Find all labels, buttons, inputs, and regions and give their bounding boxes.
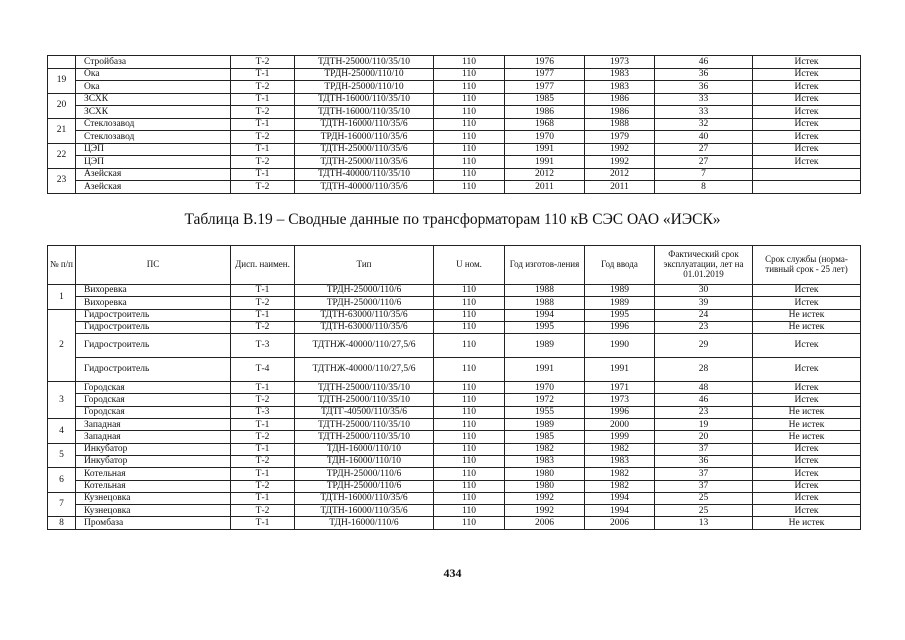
table-row [48, 81, 861, 94]
year-made-cell: 1972 [505, 394, 585, 406]
transformer-table-body [48, 285, 861, 530]
dispatch-cell: Т-1 [231, 285, 295, 297]
table-row [48, 334, 861, 358]
table-row [48, 156, 861, 169]
year-made-cell: 1970 [505, 131, 585, 144]
life-cell: Истек [753, 56, 861, 69]
substation-cell: Кузнецовка [76, 492, 231, 504]
header-dispatch-name: Дисп. наимен. [231, 246, 295, 285]
year-made-cell: 1988 [505, 285, 585, 297]
voltage-cell: 110 [434, 443, 505, 455]
voltage-cell: 110 [434, 517, 505, 529]
voltage-cell: 110 [434, 81, 505, 94]
dispatch-cell: Т-2 [231, 56, 295, 69]
voltage-cell: 110 [434, 394, 505, 406]
substation-cell: Гидростроитель [76, 309, 231, 321]
type-cell: ТДТН-25000/110/35/10 [295, 56, 434, 69]
year-in-cell: 1999 [585, 431, 655, 443]
table-row [48, 106, 861, 119]
year-in-cell: 1986 [585, 106, 655, 119]
voltage-cell: 110 [434, 419, 505, 431]
header-voltage: U ном. [434, 246, 505, 285]
year-in-cell: 1994 [585, 492, 655, 504]
header-substation: ПС [76, 246, 231, 285]
dispatch-cell: Т-3 [231, 334, 295, 358]
voltage-cell: 110 [434, 321, 505, 333]
year-in-cell: 1983 [585, 455, 655, 467]
type-cell: ТРДН-25000/110/6 [295, 297, 434, 309]
voltage-cell: 110 [434, 285, 505, 297]
year-in-cell: 1991 [585, 358, 655, 382]
table-caption: Таблица В.19 – Сводные данные по трансформаторам 110 кВ СЭС ОАО «ИЭСК» [184, 211, 721, 228]
substation-cell: Котельная [76, 468, 231, 480]
dispatch-cell: Т-2 [231, 156, 295, 169]
table-row [48, 480, 861, 492]
table-row [48, 382, 861, 394]
year-made-cell: 1980 [505, 468, 585, 480]
table-row [48, 406, 861, 418]
term-cell: 27 [655, 156, 753, 169]
substation-cell: Стеклозавод [76, 118, 231, 131]
dispatch-cell: Т-1 [231, 468, 295, 480]
year-made-cell: 1991 [505, 156, 585, 169]
substation-cell: Инкубатор [76, 443, 231, 455]
substation-cell: Городская [76, 394, 231, 406]
year-in-cell: 1989 [585, 297, 655, 309]
voltage-cell: 110 [434, 492, 505, 504]
term-cell: 40 [655, 131, 753, 144]
life-cell: Истек [753, 93, 861, 106]
term-cell: 33 [655, 93, 753, 106]
table-row [48, 468, 861, 480]
voltage-cell: 110 [434, 455, 505, 467]
page-number: 434 [443, 566, 462, 580]
number-cell: 6 [48, 468, 76, 493]
life-cell: Истек [753, 297, 861, 309]
term-cell: 48 [655, 382, 753, 394]
table-row [48, 358, 861, 382]
life-cell: Истек [753, 334, 861, 358]
type-cell: ТДТН-40000/110/35/10 [295, 168, 434, 181]
life-cell: Истек [753, 285, 861, 297]
year-made-cell: 1992 [505, 505, 585, 517]
term-cell: 20 [655, 431, 753, 443]
voltage-cell: 110 [434, 118, 505, 131]
voltage-cell: 110 [434, 505, 505, 517]
table-row [48, 505, 861, 517]
voltage-cell: 110 [434, 309, 505, 321]
table-row [48, 443, 861, 455]
dispatch-cell: Т-1 [231, 143, 295, 156]
substation-cell: Промбаза [76, 517, 231, 529]
term-cell: 27 [655, 143, 753, 156]
year-made-cell: 2011 [505, 181, 585, 194]
dispatch-cell: Т-1 [231, 93, 295, 106]
year-in-cell: 1986 [585, 93, 655, 106]
substation-cell: ЦЭП [76, 143, 231, 156]
voltage-cell: 110 [434, 297, 505, 309]
substation-cell: Ока [76, 68, 231, 81]
type-cell: ТДТГ-40500/110/35/6 [295, 406, 434, 418]
dispatch-cell: Т-1 [231, 419, 295, 431]
year-in-cell: 1992 [585, 156, 655, 169]
term-cell: 19 [655, 419, 753, 431]
dispatch-cell: Т-2 [231, 431, 295, 443]
voltage-cell: 110 [434, 181, 505, 194]
year-in-cell: 1996 [585, 406, 655, 418]
year-made-cell: 1985 [505, 431, 585, 443]
substation-cell: Гидростроитель [76, 358, 231, 382]
year-made-cell: 1992 [505, 492, 585, 504]
year-made-cell: 1991 [505, 358, 585, 382]
year-made-cell: 1989 [505, 419, 585, 431]
year-made-cell: 1991 [505, 143, 585, 156]
substation-cell: Стеклозавод [76, 131, 231, 144]
dispatch-cell: Т-2 [231, 480, 295, 492]
substation-cell: Западная [76, 431, 231, 443]
year-made-cell: 1955 [505, 406, 585, 418]
table-row [48, 431, 861, 443]
life-cell: Не истек [753, 419, 861, 431]
header-number: № п/п [48, 246, 76, 285]
number-cell: 8 [48, 517, 76, 529]
life-cell: Не истек [753, 309, 861, 321]
life-cell: Истек [753, 106, 861, 119]
type-cell: ТДТН-63000/110/35/6 [295, 309, 434, 321]
continued-table [47, 55, 861, 194]
term-cell: 37 [655, 468, 753, 480]
term-cell: 25 [655, 492, 753, 504]
number-cell: 20 [48, 93, 76, 118]
year-in-cell: 1996 [585, 321, 655, 333]
number-cell [48, 56, 76, 69]
life-cell: Истек [753, 382, 861, 394]
voltage-cell: 110 [434, 68, 505, 81]
life-cell: Истек [753, 394, 861, 406]
year-in-cell: 1982 [585, 480, 655, 492]
type-cell: ТДТНЖ-40000/110/27,5/6 [295, 334, 434, 358]
substation-cell: Городская [76, 382, 231, 394]
number-cell: 3 [48, 382, 76, 419]
life-cell: Истек [753, 480, 861, 492]
substation-cell: Инкубатор [76, 455, 231, 467]
type-cell: ТДТН-16000/110/35/6 [295, 505, 434, 517]
header-type: Тип [295, 246, 434, 285]
dispatch-cell: Т-2 [231, 455, 295, 467]
life-cell: Истек [753, 81, 861, 94]
life-cell: Истек [753, 505, 861, 517]
type-cell: ТДТН-25000/110/35/10 [295, 419, 434, 431]
term-cell: 39 [655, 297, 753, 309]
type-cell: ТДТН-25000/110/35/6 [295, 156, 434, 169]
substation-cell: ЦЭП [76, 156, 231, 169]
year-in-cell: 2011 [585, 181, 655, 194]
year-made-cell: 1977 [505, 81, 585, 94]
year-in-cell: 1973 [585, 56, 655, 69]
voltage-cell: 110 [434, 143, 505, 156]
voltage-cell: 110 [434, 468, 505, 480]
year-made-cell: 1982 [505, 443, 585, 455]
life-cell: Истек [753, 143, 861, 156]
dispatch-cell: Т-2 [231, 394, 295, 406]
dispatch-cell: Т-2 [231, 297, 295, 309]
term-cell: 25 [655, 505, 753, 517]
table-row [48, 455, 861, 467]
dispatch-cell: Т-2 [231, 106, 295, 119]
term-cell: 37 [655, 480, 753, 492]
header-service-life: Срок службы (норма-тивный срок - 25 лет) [753, 246, 861, 285]
type-cell: ТДТН-16000/110/35/10 [295, 106, 434, 119]
table-row [48, 297, 861, 309]
year-made-cell: 1986 [505, 106, 585, 119]
term-cell: 32 [655, 118, 753, 131]
type-cell: ТРДН-25000/110/6 [295, 480, 434, 492]
year-made-cell: 1988 [505, 297, 585, 309]
voltage-cell: 110 [434, 106, 505, 119]
year-in-cell: 2012 [585, 168, 655, 181]
year-in-cell: 1971 [585, 382, 655, 394]
number-cell: 21 [48, 118, 76, 143]
life-cell: Истек [753, 156, 861, 169]
life-cell: Истек [753, 468, 861, 480]
life-cell: Истек [753, 68, 861, 81]
table-row [48, 168, 861, 181]
type-cell: ТРДН-25000/110/6 [295, 468, 434, 480]
dispatch-cell: Т-2 [231, 131, 295, 144]
term-cell: 8 [655, 181, 753, 194]
type-cell: ТДТН-16000/110/35/10 [295, 93, 434, 106]
life-cell: Истек [753, 455, 861, 467]
table-row [48, 143, 861, 156]
table-row [48, 419, 861, 431]
year-made-cell: 1995 [505, 321, 585, 333]
voltage-cell: 110 [434, 56, 505, 69]
year-made-cell: 1968 [505, 118, 585, 131]
term-cell: 36 [655, 68, 753, 81]
term-cell: 46 [655, 394, 753, 406]
substation-cell: Кузнецовка [76, 505, 231, 517]
table-header-row [48, 246, 861, 285]
term-cell: 24 [655, 309, 753, 321]
voltage-cell: 110 [434, 156, 505, 169]
term-cell: 37 [655, 443, 753, 455]
life-cell: Не истек [753, 517, 861, 529]
year-made-cell: 1983 [505, 455, 585, 467]
continued-table-body [48, 56, 861, 194]
life-cell: Истек [753, 443, 861, 455]
voltage-cell: 110 [434, 406, 505, 418]
type-cell: ТДТН-25000/110/35/10 [295, 431, 434, 443]
type-cell: ТДН-16000/110/10 [295, 443, 434, 455]
voltage-cell: 110 [434, 358, 505, 382]
life-cell: Истек [753, 131, 861, 144]
substation-cell: Ока [76, 81, 231, 94]
term-cell: 36 [655, 455, 753, 467]
number-cell: 4 [48, 419, 76, 444]
type-cell: ТДТН-25000/110/35/6 [295, 143, 434, 156]
table-row [48, 321, 861, 333]
voltage-cell: 110 [434, 168, 505, 181]
type-cell: ТДТН-16000/110/35/6 [295, 492, 434, 504]
table-row [48, 517, 861, 529]
voltage-cell: 110 [434, 131, 505, 144]
dispatch-cell: Т-2 [231, 181, 295, 194]
year-in-cell: 1994 [585, 505, 655, 517]
year-in-cell: 1989 [585, 285, 655, 297]
dispatch-cell: Т-2 [231, 81, 295, 94]
substation-cell: Вихоревка [76, 285, 231, 297]
year-in-cell: 1988 [585, 118, 655, 131]
substation-cell: Азейская [76, 168, 231, 181]
table-row [48, 93, 861, 106]
life-cell: Истек [753, 492, 861, 504]
dispatch-cell: Т-1 [231, 517, 295, 529]
substation-cell: ЗСХК [76, 106, 231, 119]
term-cell: 23 [655, 321, 753, 333]
type-cell: ТРДН-25000/110/10 [295, 81, 434, 94]
substation-cell: Западная [76, 419, 231, 431]
type-cell: ТДТН-40000/110/35/6 [295, 181, 434, 194]
year-in-cell: 1982 [585, 468, 655, 480]
table-row [48, 309, 861, 321]
number-cell: 5 [48, 443, 76, 468]
year-in-cell: 1983 [585, 68, 655, 81]
year-made-cell: 2006 [505, 517, 585, 529]
voltage-cell: 110 [434, 334, 505, 358]
year-in-cell: 1983 [585, 81, 655, 94]
term-cell: 33 [655, 106, 753, 119]
term-cell: 23 [655, 406, 753, 418]
year-made-cell: 1980 [505, 480, 585, 492]
substation-cell: Азейская [76, 181, 231, 194]
type-cell: ТДТН-25000/110/35/10 [295, 394, 434, 406]
number-cell: 19 [48, 68, 76, 93]
dispatch-cell: Т-1 [231, 492, 295, 504]
year-made-cell: 1977 [505, 68, 585, 81]
term-cell: 29 [655, 334, 753, 358]
number-cell: 2 [48, 309, 76, 382]
term-cell: 30 [655, 285, 753, 297]
dispatch-cell: Т-1 [231, 68, 295, 81]
dispatch-cell: Т-1 [231, 168, 295, 181]
table-row [48, 492, 861, 504]
year-made-cell: 1994 [505, 309, 585, 321]
voltage-cell: 110 [434, 93, 505, 106]
type-cell: ТДТН-25000/110/35/10 [295, 382, 434, 394]
year-made-cell: 1976 [505, 56, 585, 69]
dispatch-cell: Т-1 [231, 443, 295, 455]
life-cell: Не истек [753, 406, 861, 418]
header-actual-term: Фактический срок эксплуатации, лет на 01.01.2019 [655, 246, 753, 285]
dispatch-cell: Т-1 [231, 118, 295, 131]
type-cell: ТРДН-25000/110/6 [295, 285, 434, 297]
voltage-cell: 110 [434, 480, 505, 492]
substation-cell: Гидростроитель [76, 321, 231, 333]
table-row [48, 68, 861, 81]
substation-cell: Городская [76, 406, 231, 418]
header-year-made: Год изготов-ления [505, 246, 585, 285]
table-row [48, 394, 861, 406]
year-in-cell: 2006 [585, 517, 655, 529]
voltage-cell: 110 [434, 431, 505, 443]
dispatch-cell: Т-1 [231, 382, 295, 394]
year-in-cell: 1995 [585, 309, 655, 321]
life-cell: Не истек [753, 431, 861, 443]
year-in-cell: 1990 [585, 334, 655, 358]
term-cell: 7 [655, 168, 753, 181]
term-cell: 28 [655, 358, 753, 382]
dispatch-cell: Т-2 [231, 321, 295, 333]
transformer-table [47, 245, 861, 530]
term-cell: 46 [655, 56, 753, 69]
type-cell: ТДТН-63000/110/35/6 [295, 321, 434, 333]
number-cell: 7 [48, 492, 76, 517]
table-row [48, 118, 861, 131]
substation-cell: ЗСХК [76, 93, 231, 106]
life-cell: Не истек [753, 321, 861, 333]
voltage-cell: 110 [434, 382, 505, 394]
life-cell [753, 168, 861, 181]
life-cell: Истек [753, 358, 861, 382]
year-in-cell: 1992 [585, 143, 655, 156]
table-row [48, 56, 861, 69]
type-cell: ТДН-16000/110/10 [295, 455, 434, 467]
type-cell: ТДТНЖ-40000/110/27,5/6 [295, 358, 434, 382]
substation-cell: Вихоревка [76, 297, 231, 309]
substation-cell: Котельная [76, 480, 231, 492]
substation-cell: Гидростроитель [76, 334, 231, 358]
life-cell [753, 181, 861, 194]
header-year-in: Год ввода [585, 246, 655, 285]
dispatch-cell: Т-4 [231, 358, 295, 382]
term-cell: 13 [655, 517, 753, 529]
table-row [48, 131, 861, 144]
dispatch-cell: Т-2 [231, 505, 295, 517]
life-cell: Истек [753, 118, 861, 131]
term-cell: 36 [655, 81, 753, 94]
type-cell: ТРДН-25000/110/10 [295, 68, 434, 81]
year-made-cell: 1985 [505, 93, 585, 106]
number-cell: 22 [48, 143, 76, 168]
type-cell: ТДН-16000/110/6 [295, 517, 434, 529]
year-in-cell: 2000 [585, 419, 655, 431]
table-row [48, 285, 861, 297]
year-made-cell: 2012 [505, 168, 585, 181]
dispatch-cell: Т-1 [231, 309, 295, 321]
year-made-cell: 1989 [505, 334, 585, 358]
year-in-cell: 1979 [585, 131, 655, 144]
table-row [48, 181, 861, 194]
number-cell: 23 [48, 168, 76, 193]
dispatch-cell: Т-3 [231, 406, 295, 418]
substation-cell: Стройбаза [76, 56, 231, 69]
type-cell: ТРДН-16000/110/35/6 [295, 131, 434, 144]
year-made-cell: 1970 [505, 382, 585, 394]
number-cell: 1 [48, 285, 76, 310]
year-in-cell: 1973 [585, 394, 655, 406]
year-in-cell: 1982 [585, 443, 655, 455]
type-cell: ТДТН-16000/110/35/6 [295, 118, 434, 131]
